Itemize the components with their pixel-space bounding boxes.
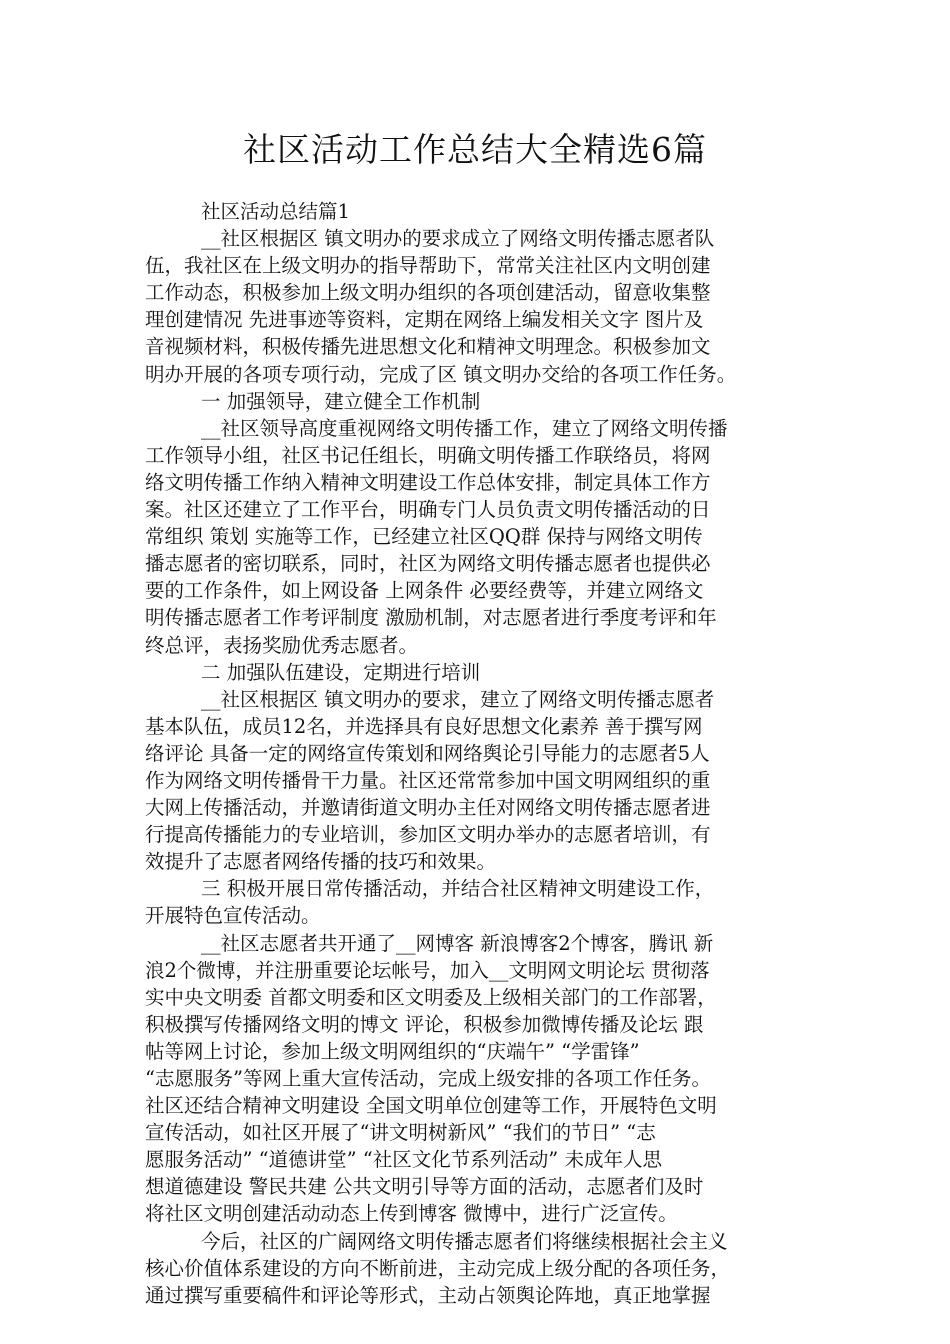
text-line: 音视频材料，积极传播先进思想文化和精神文明理念。积极参加文 (145, 335, 711, 359)
text-line: 要的工作条件，如上网设备 上网条件 必要经费等，并建立网络文 (145, 579, 704, 603)
text-line: 愿服务活动” “道德讲堂” “社区文化节系列活动” 未成年人思 (145, 1148, 662, 1172)
text-line: 二 加强队伍建设，定期进行培训 (201, 660, 481, 684)
text-line: 明传播志愿者工作考评制度 激励机制，对志愿者进行季度考评和年 (145, 606, 717, 630)
text-line: 通过撰写重要稿件和评论等形式，主动占领舆论阵地，真正地掌握 (145, 1283, 711, 1307)
text-line: 基本队伍，成员12名，并选择具有良好思想文化素养 善于撰写网 (145, 714, 703, 738)
text-line: 实中央文明委 首都文明委和区文明委及上级相关部门的工作部署， (145, 985, 717, 1009)
text-line: 络文明传播工作纳入精神文明建设工作总体安排，制定具体工作方 (145, 470, 711, 494)
text-line: “志愿服务”等网上重大宣传活动，完成上级安排的各项工作任务。 (145, 1067, 711, 1090)
document-body (145, 198, 815, 1309)
text-line: 行提高传播能力的专业培训，参加区文明办举办的志愿者培训，有 (145, 823, 711, 847)
text-line: 效提升了志愿者网络传播的技巧和效果。 (145, 850, 497, 874)
text-line: 宣传活动，如社区开展了“讲文明树新风” “我们的节日” “志 (145, 1121, 656, 1145)
text-line: 将社区文明创建活动动态上传到博客 微博中，进行广泛宣传。 (145, 1202, 678, 1226)
text-line: 社区活动总结篇1 (201, 200, 350, 223)
text-line: __社区根据区 镇文明办的要求，建立了网络文明传播志愿者 (201, 687, 715, 711)
text-line: 核心价值体系建设的方向不断前进，主动完成上级分配的各项任务， (145, 1256, 731, 1280)
text-line: 终总评，表扬奖励优秀志愿者。 (145, 633, 419, 657)
text-line: 案。社区还建立了工作平台，明确专门人员负责文明传播活动的日 (145, 498, 711, 522)
text-line: 工作领导小组，社区书记任组长，明确文明传播工作联络员，将网 (145, 443, 711, 467)
text-line: 大网上传播活动，并邀请街道文明办主任对网络文明传播志愿者进 (145, 796, 711, 820)
text-line: 播志愿者的密切联系，同时，社区为网络文明传播志愿者也提供必 (145, 552, 711, 576)
text-line: 今后，社区的广阔网络文明传播志愿者们将继续根据社会主义 (201, 1229, 728, 1253)
text-line: __社区根据区 镇文明办的要求成立了网络文明传播志愿者队 (201, 227, 715, 251)
text-line: 工作动态，积极参加上级文明办组织的各项创建活动，留意收集整 (145, 281, 711, 305)
text-line: 理创建情况 先进事迹等资料，定期在网络上编发相关文字 图片及 (145, 308, 704, 332)
text-line: 三 积极开展日常传播活动，并结合社区精神文明建设工作， (201, 877, 715, 901)
text-line: 社区还结合精神文明建设 全国文明单位创建等工作，开展特色文明 (145, 1094, 717, 1118)
text-line: 帖等网上讨论，参加上级文明网组织的“庆端午” “学雷锋” (145, 1039, 640, 1063)
text-line: 想道德建设 警民共建 公共文明引导等方面的活动，志愿者们及时 (145, 1175, 704, 1199)
text-line: 明办开展的各项专项行动，完成了区 镇文明办交给的各项工作任务。 (145, 362, 737, 386)
document-title: 社区活动工作总结大全精选6篇 (243, 130, 707, 169)
text-line: 浪2个微博，并注册重要论坛帐号，加入__文明网文明论坛 贯彻落 (145, 958, 710, 982)
text-line: 积极撰写传播网络文明的博文 评论，积极参加微博传播及论坛 跟 (145, 1012, 704, 1036)
text-line: 开展特色宣传活动。 (145, 904, 321, 928)
text-line: __社区领导高度重视网络文明传播工作，建立了网络文明传播 (201, 416, 728, 440)
text-line: 伍，我社区在上级文明办的指导帮助下，常常关注社区内文明创建 (145, 254, 711, 278)
text-line: __社区志愿者共开通了__网博客 新浪博客2个博客，腾讯 新 (201, 931, 714, 955)
text-line: 作为网络文明传播骨干力量。社区还常常参加中国文明网组织的重 (145, 768, 711, 792)
text-line: 络评论 具备一定的网络宣传策划和网络舆论引导能力的志愿者5人 (145, 741, 710, 765)
text-line: 一 加强领导，建立健全工作机制 (201, 389, 481, 413)
text-line: 常组织 策划 实施等工作，已经建立社区QQ群 保持与网络文明传 (145, 525, 703, 549)
